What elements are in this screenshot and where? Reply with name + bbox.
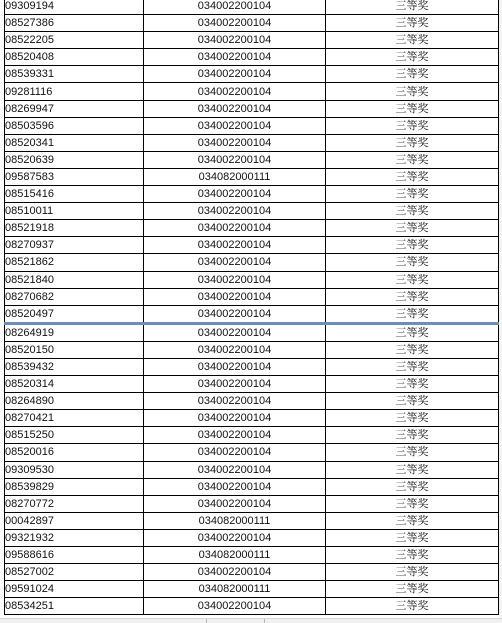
status-bar-divider [206,619,207,623]
table-row [5,203,499,220]
student-id-cell[interactable]: 08527386 [5,15,144,32]
code-cell[interactable]: 034082000111 [144,581,326,598]
code-cell[interactable]: 034002200104 [144,323,326,341]
award-cell[interactable]: 三等奖 [326,410,499,427]
table-row [5,323,499,341]
table-row [5,254,499,271]
student-id-cell[interactable]: 08270772 [5,495,144,512]
table-row [5,461,499,478]
table-row [5,15,499,32]
code-cell[interactable]: 034002200104 [144,427,326,444]
student-id-cell[interactable]: 00042897 [5,512,144,529]
student-id-cell[interactable]: 09587583 [5,168,144,185]
code-cell[interactable]: 034002200104 [144,410,326,427]
code-cell[interactable]: 034002200104 [144,186,326,203]
student-id-cell[interactable]: 08527002 [5,564,144,581]
code-cell[interactable]: 034002200104 [144,254,326,271]
code-cell[interactable]: 034002200104 [144,83,326,100]
code-cell[interactable]: 034082000111 [144,512,326,529]
award-cell[interactable]: 三等奖 [326,547,499,564]
student-id-cell[interactable]: 08520639 [5,151,144,168]
award-cell[interactable]: 三等奖 [326,358,499,375]
award-cell[interactable]: 三等奖 [326,186,499,203]
table-row [5,49,499,66]
table-row [5,598,499,615]
table-row [5,564,499,581]
table-row [5,220,499,237]
code-cell[interactable]: 034002200104 [144,564,326,581]
code-cell[interactable]: 034002200104 [144,376,326,393]
student-id-cell[interactable]: 08515250 [5,427,144,444]
table-row [5,0,499,15]
table-row [5,547,499,564]
student-id-cell[interactable]: 08534251 [5,598,144,615]
code-cell[interactable]: 034002200104 [144,461,326,478]
code-cell[interactable]: 034002200104 [144,0,326,15]
code-cell[interactable]: 034002200104 [144,478,326,495]
student-id-cell[interactable]: 09591024 [5,581,144,598]
code-cell[interactable]: 034002200104 [144,358,326,375]
award-cell[interactable]: 三等奖 [326,495,499,512]
award-cell[interactable]: 三等奖 [326,83,499,100]
table-row [5,444,499,461]
table-row [5,512,499,529]
student-id-cell[interactable]: 08520314 [5,376,144,393]
table-row [5,237,499,254]
code-cell[interactable]: 034002200104 [144,529,326,546]
student-id-cell[interactable]: 08521918 [5,220,144,237]
student-id-cell[interactable]: 08270682 [5,288,144,305]
award-cell[interactable]: 三等奖 [326,305,499,323]
award-cell[interactable]: 三等奖 [326,49,499,66]
student-id-cell[interactable]: 08520341 [5,134,144,151]
code-cell[interactable]: 034002200104 [144,393,326,410]
award-cell[interactable]: 三等奖 [326,15,499,32]
table-row [5,151,499,168]
code-cell[interactable]: 034002200104 [144,66,326,83]
code-cell[interactable]: 034002200104 [144,271,326,288]
student-id-cell[interactable]: 08264919 [5,323,144,341]
code-cell[interactable]: 034002200104 [144,203,326,220]
award-table [4,0,499,615]
code-cell[interactable]: 034002200104 [144,117,326,134]
table-row [5,358,499,375]
award-cell[interactable]: 三等奖 [326,134,499,151]
code-cell[interactable]: 034082000111 [144,168,326,185]
award-cell[interactable]: 三等奖 [326,220,499,237]
award-cell[interactable]: 三等奖 [326,100,499,117]
student-id-cell[interactable]: 09309194 [5,0,144,15]
student-id-cell[interactable]: 08521840 [5,271,144,288]
code-cell[interactable]: 034002200104 [144,237,326,254]
code-cell[interactable]: 034002200104 [144,288,326,305]
table-row [5,168,499,185]
table-row [5,288,499,305]
table-row [5,410,499,427]
code-cell[interactable]: 034002200104 [144,32,326,49]
student-id-cell[interactable]: 08510011 [5,203,144,220]
award-cell[interactable]: 三等奖 [326,32,499,49]
award-cell[interactable]: 三等奖 [326,341,499,358]
table-row [5,100,499,117]
student-id-cell[interactable]: 08270421 [5,410,144,427]
code-cell[interactable]: 034082000111 [144,547,326,564]
award-cell[interactable]: 三等奖 [326,0,499,15]
table-row [5,529,499,546]
award-cell[interactable]: 三等奖 [326,254,499,271]
table-row [5,305,499,323]
award-cell[interactable]: 三等奖 [326,288,499,305]
student-id-cell[interactable]: 08269947 [5,100,144,117]
award-cell[interactable]: 三等奖 [326,151,499,168]
student-id-cell[interactable]: 08503596 [5,117,144,134]
table-row [5,478,499,495]
table-row [5,495,499,512]
code-cell[interactable]: 034002200104 [144,305,326,323]
student-id-cell[interactable]: 08515416 [5,186,144,203]
student-id-cell[interactable]: 09281116 [5,83,144,100]
award-cell[interactable]: 三等奖 [326,444,499,461]
award-cell[interactable]: 三等奖 [326,66,499,83]
award-cell[interactable]: 三等奖 [326,461,499,478]
code-cell[interactable]: 034002200104 [144,134,326,151]
student-id-cell[interactable]: 09588616 [5,547,144,564]
award-cell[interactable]: 三等奖 [326,529,499,546]
status-bar-divider [264,619,265,623]
award-cell[interactable]: 三等奖 [326,271,499,288]
code-cell[interactable]: 034002200104 [144,598,326,615]
student-id-cell[interactable]: 09321932 [5,529,144,546]
award-cell[interactable]: 三等奖 [326,564,499,581]
table-row [5,66,499,83]
table-row [5,186,499,203]
table-row [5,117,499,134]
student-id-cell[interactable]: 08520408 [5,49,144,66]
award-cell[interactable]: 三等奖 [326,512,499,529]
award-cell[interactable]: 三等奖 [326,427,499,444]
table-row [5,32,499,49]
award-cell[interactable]: 三等奖 [326,323,499,341]
award-cell[interactable]: 三等奖 [326,237,499,254]
code-cell[interactable]: 034002200104 [144,495,326,512]
table-row [5,134,499,151]
student-id-cell[interactable]: 08539829 [5,478,144,495]
table-row [5,271,499,288]
table-row [5,581,499,598]
award-cell[interactable]: 三等奖 [326,168,499,185]
award-cell[interactable]: 三等奖 [326,598,499,615]
student-id-cell[interactable]: 09309530 [5,461,144,478]
student-id-cell[interactable]: 08270937 [5,237,144,254]
table-row [5,427,499,444]
student-id-cell[interactable]: 08520016 [5,444,144,461]
award-cell[interactable]: 三等奖 [326,478,499,495]
student-id-cell[interactable]: 08539331 [5,66,144,83]
code-cell[interactable]: 034002200104 [144,15,326,32]
award-cell[interactable]: 三等奖 [326,376,499,393]
code-cell[interactable]: 034002200104 [144,100,326,117]
table-row [5,376,499,393]
bottom-status-bar [0,618,502,623]
student-id-cell[interactable]: 08264890 [5,393,144,410]
award-cell[interactable]: 三等奖 [326,393,499,410]
table-row [5,341,499,358]
award-cell[interactable]: 三等奖 [326,203,499,220]
student-id-cell[interactable]: 08522205 [5,32,144,49]
code-cell[interactable]: 034002200104 [144,444,326,461]
award-table-body [5,0,499,615]
code-cell[interactable]: 034002200104 [144,220,326,237]
code-cell[interactable]: 034002200104 [144,341,326,358]
student-id-cell[interactable]: 08520497 [5,305,144,323]
student-id-cell[interactable]: 08521862 [5,254,144,271]
student-id-cell[interactable]: 08539432 [5,358,144,375]
student-id-cell[interactable]: 08520150 [5,341,144,358]
code-cell[interactable]: 034002200104 [144,151,326,168]
award-cell[interactable]: 三等奖 [326,581,499,598]
table-row [5,83,499,100]
code-cell[interactable]: 034002200104 [144,49,326,66]
table-row [5,393,499,410]
award-cell[interactable]: 三等奖 [326,117,499,134]
